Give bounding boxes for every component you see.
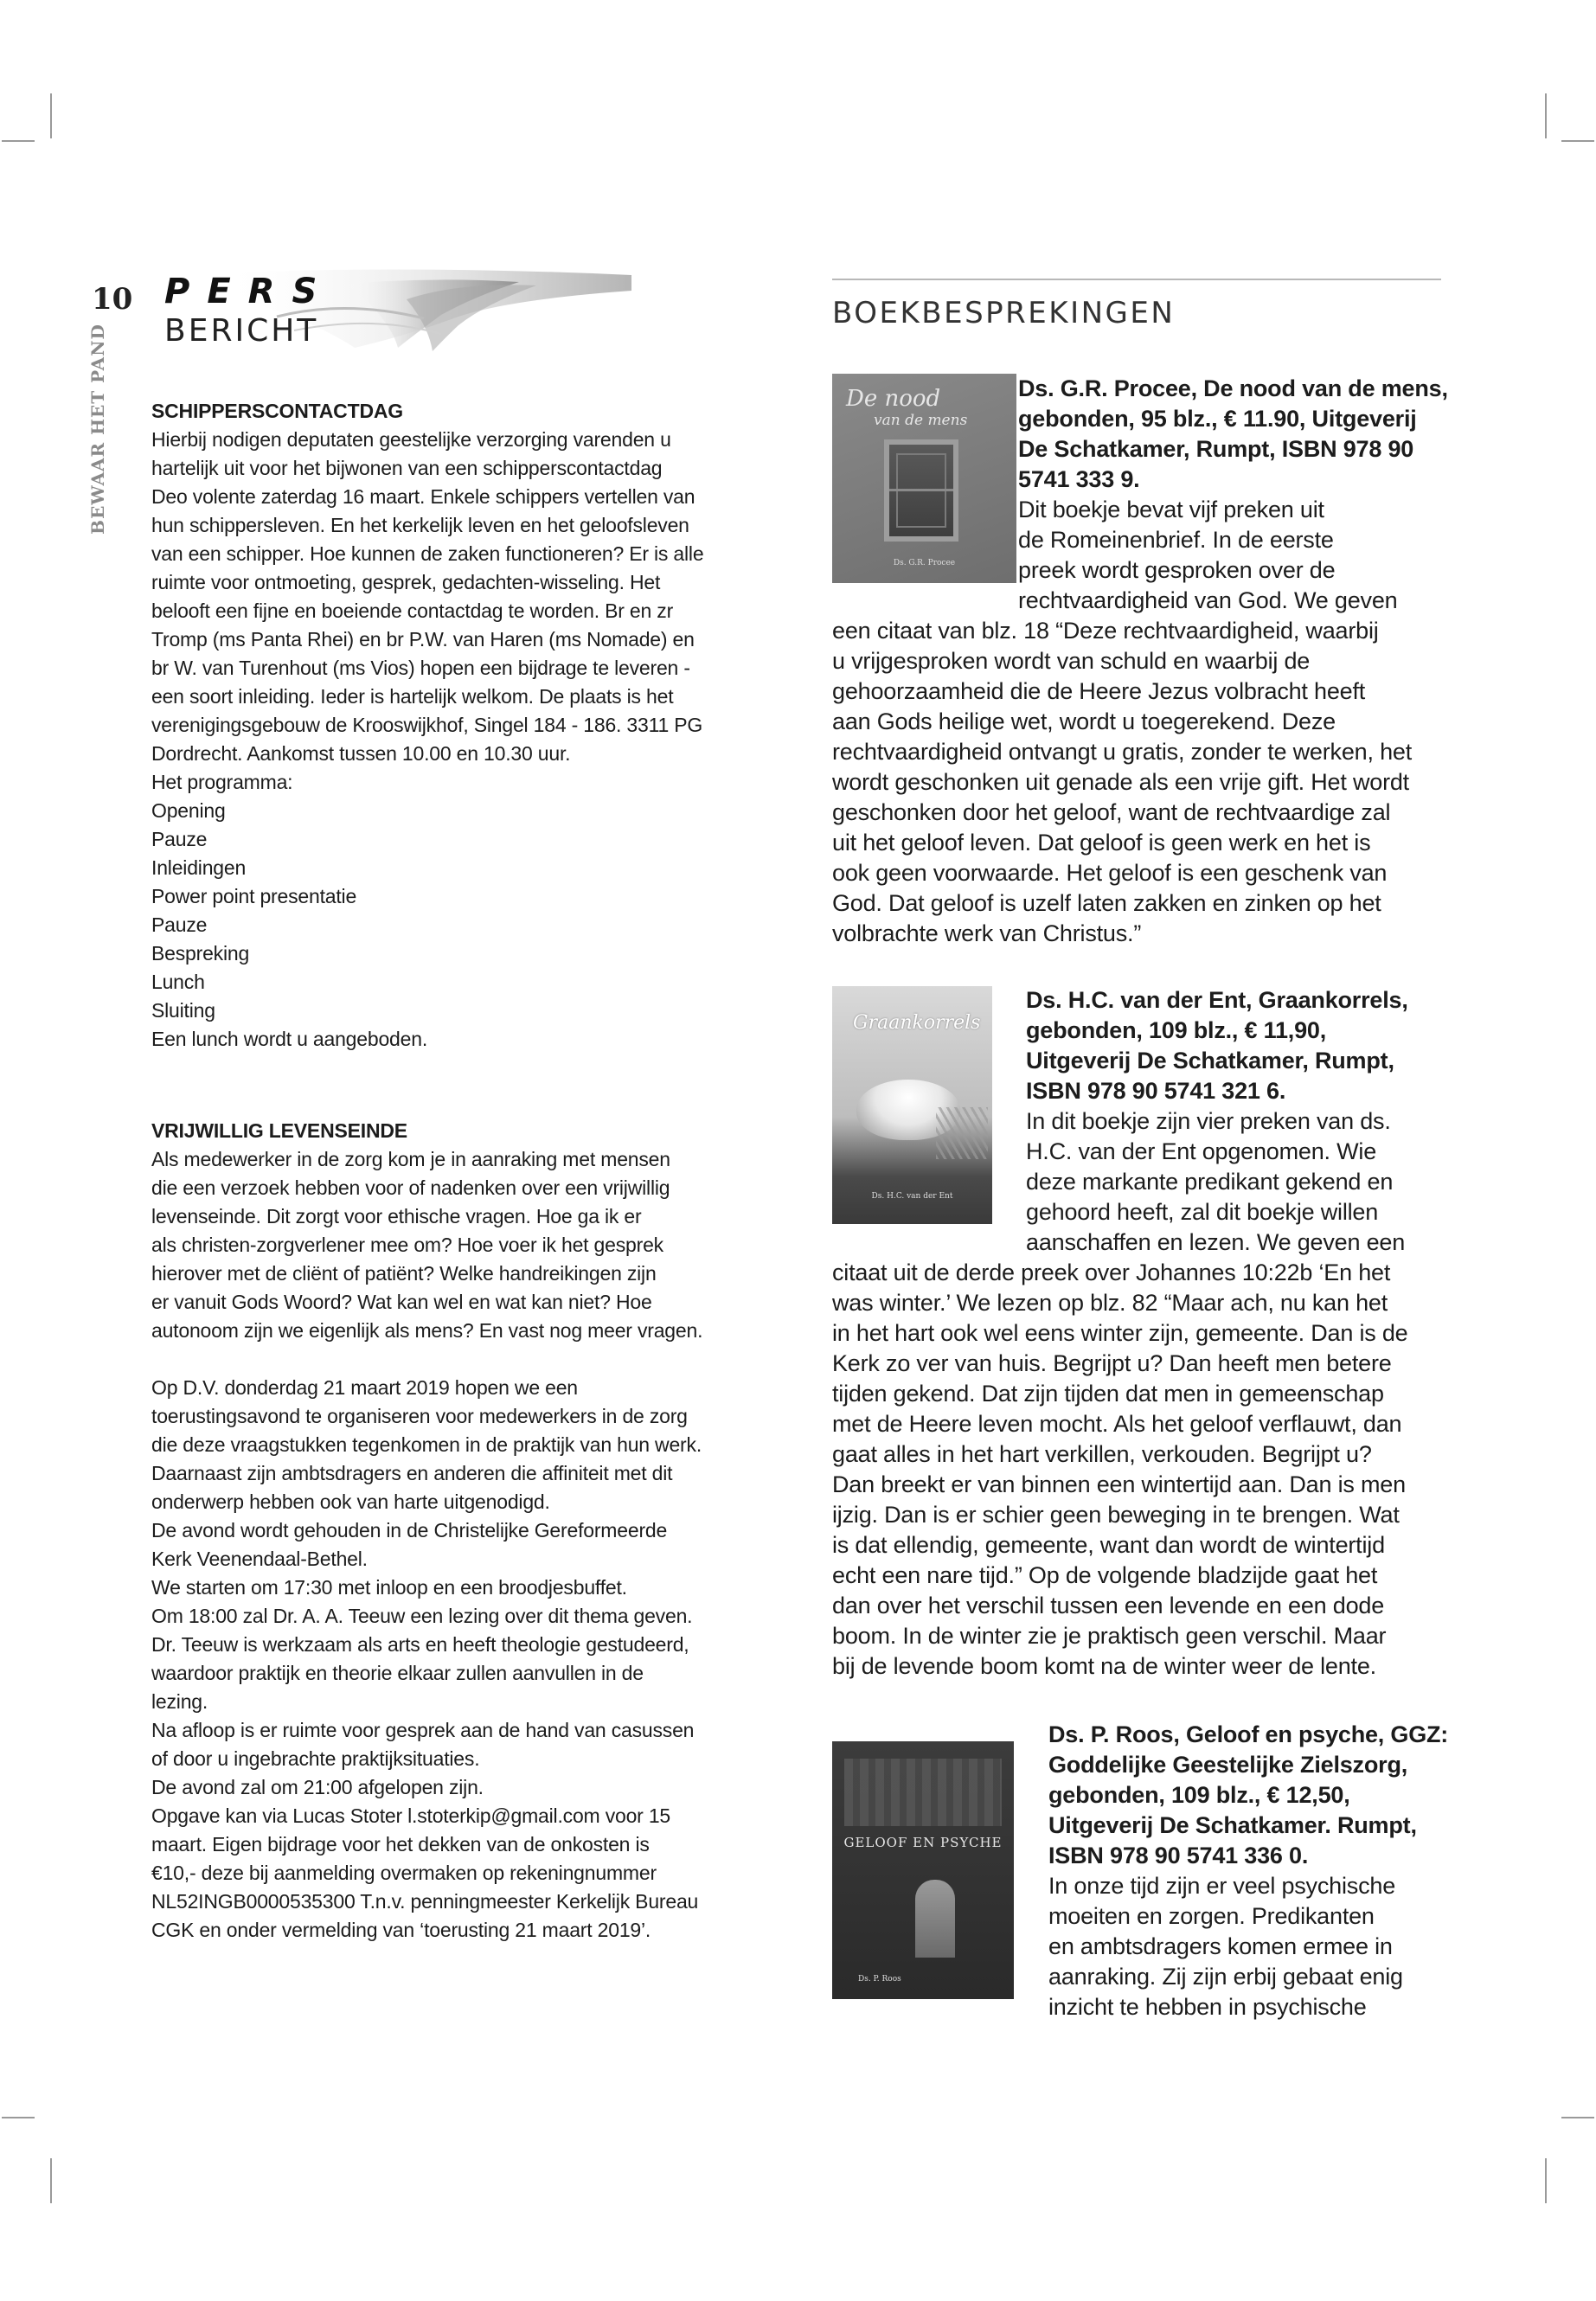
article-line: waardoor praktijk en theorie elkaar zullen aanvullen in de xyxy=(151,1662,644,1684)
review-text-line: rechtvaardigheid van God. We geven xyxy=(1018,587,1398,613)
review-text-line: en ambtsdragers komen ermee in xyxy=(1048,1933,1393,1959)
review-de-nood-header xyxy=(1018,374,1451,616)
article-line: toerustingsavond te organiseren voor medewerkers in de zorg xyxy=(151,1405,688,1427)
review-text-line: u vrijgesproken wordt van schuld en waarbij de xyxy=(832,648,1311,674)
review-text-line: Dan breekt er van binnen een wintertijd aan. Dan is men xyxy=(832,1471,1406,1497)
article-line: Tromp (ms Panta Rhei) en br P.W. van Haren (ms Nomade) en xyxy=(151,628,695,651)
crop-mark xyxy=(2,2117,35,2118)
review-text-line: Kerk zo ver van huis. Begrijpt u? Dan heeft men betere xyxy=(832,1350,1392,1376)
review-text-line: aanraking. Zij zijn erbij gebaat enig xyxy=(1048,1964,1403,1990)
review-text-line: uit het geloof leven. Dat geloof is geen werk en het is xyxy=(832,830,1371,856)
book-cover-de-nood xyxy=(832,374,1016,583)
cover-title: GELOOF EN PSYCHE xyxy=(843,1835,1003,1850)
article-line: belooft een fijne en boeiende contactdag te worden. Br en zr xyxy=(151,599,674,622)
review-bibliographic-line: Uitgeverij De Schatkamer. Rumpt, xyxy=(1048,1812,1417,1838)
book-cover-geloof-en-psyche xyxy=(832,1741,1014,1999)
article-schipperscontactdag xyxy=(151,397,783,1054)
header-bericht-word: BERICHT xyxy=(164,313,319,349)
crop-mark xyxy=(1561,2117,1594,2118)
crop-mark xyxy=(50,93,52,138)
article-line: Opgave kan via Lucas Stoter l.stoterkip@gmail.com voor 15 xyxy=(151,1804,671,1827)
program-item: Lunch xyxy=(151,971,205,993)
cover-title: Graankorrels xyxy=(853,1012,981,1034)
review-text-line: gehoord heeft, zal dit boekje willen xyxy=(1026,1199,1379,1225)
review-bibliographic-line: Ds. G.R. Procee, De nood van de mens, xyxy=(1018,375,1448,401)
review-text-line: tijden gekend. Dat zijn tijden dat men in gemeenschap xyxy=(832,1381,1384,1407)
article-line: De avond zal om 21:00 afgelopen zijn. xyxy=(151,1776,484,1798)
cover-author: Ds. G.R. Procee xyxy=(893,559,956,567)
article-line: Als medewerker in de zorg kom je in aanraking met mensen xyxy=(151,1148,670,1170)
review-text-line: in het hart ook wel eens winter zijn, gemeente. Dan is de xyxy=(832,1320,1408,1346)
review-text-line: met de Heere leven mocht. Als het geloof verflauwt, dan xyxy=(832,1411,1402,1437)
article-line: van een schipper. Hoe kunnen de zaken functioneren? Er is alle xyxy=(151,542,704,565)
article-line: hierover met de cliënt of patiënt? Welke handreikingen zijn xyxy=(151,1262,657,1285)
cover-subtitle: van de mens xyxy=(874,412,968,429)
article-vrijwillig-levenseinde-part2 xyxy=(151,1374,783,1945)
review-text-line: moeiten en zorgen. Predikanten xyxy=(1048,1903,1375,1929)
review-text-line: wordt geschonken uit genade als een vrije gift. Het wordt xyxy=(832,769,1409,795)
crop-mark xyxy=(1545,2158,1547,2203)
review-text-line: Dit boekje bevat vijf preken uit xyxy=(1018,497,1324,522)
review-bibliographic-line: Uitgeverij De Schatkamer, Rumpt, xyxy=(1026,1048,1394,1074)
article-line: Op D.V. donderdag 21 maart 2019 hopen we een xyxy=(151,1376,578,1399)
review-graankorrels-header xyxy=(1026,985,1450,1258)
crop-mark xyxy=(1561,140,1594,142)
article-line: als christen-zorgverlener mee om? Hoe voer ik het gesprek xyxy=(151,1234,663,1256)
cover-wheat-illustration xyxy=(936,1107,988,1159)
cover-author: Ds. P. Roos xyxy=(858,1975,901,1984)
article-line: hun schippersleven. En het kerkelijk leven en het geloofsleven xyxy=(151,514,689,536)
review-text-line: een citaat van blz. 18 “Deze rechtvaardigheid, waarbij xyxy=(832,618,1379,644)
cover-building-illustration xyxy=(844,1759,1002,1826)
review-bibliographic-line: gebonden, 109 blz., € 12,50, xyxy=(1048,1782,1350,1808)
article-line: Hierbij nodigen deputaten geestelijke verzorging varenden u xyxy=(151,428,671,451)
review-text-line: aanschaffen en lezen. We geven een xyxy=(1026,1229,1406,1255)
crop-mark xyxy=(1545,93,1547,138)
program-item: Pauze xyxy=(151,913,208,936)
review-text-line: is dat ellendig, gemeente, want dan wordt de wintertijd xyxy=(832,1532,1385,1558)
article-vrijwillig-levenseinde xyxy=(151,1117,783,1345)
cover-title: De nood xyxy=(846,386,941,412)
article-line: Om 18:00 zal Dr. A. A. Teeuw een lezing over dit thema geven. xyxy=(151,1605,693,1627)
review-bibliographic-line: Goddelijke Geestelijke Zielszorg, xyxy=(1048,1752,1408,1778)
crop-mark xyxy=(50,2158,52,2203)
review-bibliographic-line: gebonden, 95 blz., € 11.90, Uitgeverij xyxy=(1018,406,1417,432)
review-text-line: gaat alles in het hart verkillen, verkouden. Begrijpt u? xyxy=(832,1441,1372,1467)
article-line: een soort inleiding. Ieder is hartelijk welkom. De plaats is het xyxy=(151,685,674,708)
program-item: Bespreking xyxy=(151,942,250,965)
review-text-line: God. Dat geloof is uzelf laten zakken en zinken op het xyxy=(832,890,1381,916)
program-item: Pauze xyxy=(151,828,208,850)
article-line: Na afloop is er ruimte voor gesprek aan de hand van casussen xyxy=(151,1719,695,1741)
article-line: maart. Eigen bijdrage voor het dekken van de onkosten is xyxy=(151,1833,650,1856)
review-text-line: inzicht te hebben in psychische xyxy=(1048,1994,1367,2020)
article-line: Dordrecht. Aankomst tussen 10.00 en 10.30 uur. xyxy=(151,742,571,765)
review-text-line: deze markante predikant gekend en xyxy=(1026,1169,1394,1195)
review-bibliographic-line: ISBN 978 90 5741 321 6. xyxy=(1026,1078,1286,1104)
review-text-line: citaat uit de derde preek over Johannes 10:22b ‘En het xyxy=(832,1259,1391,1285)
section-title: BOEKBESPREKINGEN xyxy=(832,296,1176,330)
section-rule xyxy=(832,279,1441,280)
review-text-line: boom. In de winter zie je praktisch geen verschil. Maar xyxy=(832,1623,1387,1649)
article-line: lezing. xyxy=(151,1690,208,1713)
article-line: of door u ingebrachte praktijksituaties. xyxy=(151,1747,480,1770)
book-cover-graankorrels xyxy=(832,986,992,1224)
article-line: autonoom zijn we eigenlijk als mens? En vast nog meer vragen. xyxy=(151,1319,703,1342)
article-heading: SCHIPPERSCONTACTDAG xyxy=(151,400,403,422)
review-text-line: aan Gods heilige wet, wordt u toegerekend. Deze xyxy=(832,708,1336,734)
cover-window-illustration xyxy=(884,439,958,542)
review-text-line: dan over het verschil tussen een levende en een dode xyxy=(832,1593,1385,1618)
cover-author: Ds. H.C. van der Ent xyxy=(871,1192,953,1201)
side-label xyxy=(85,324,111,535)
article-line: die deze vraagstukken tegenkomen in de praktijk van hun werk. xyxy=(151,1433,702,1456)
article-line: levenseinde. Dit zorgt voor ethische vragen. Hoe ga ik er xyxy=(151,1205,642,1227)
page-number: 10 xyxy=(92,282,133,317)
article-line: br W. van Turenhout (ms Vios) hopen een bijdrage te leveren - xyxy=(151,657,690,679)
article-line: Deo volente zaterdag 16 maart. Enkele schippers vertellen van xyxy=(151,485,695,508)
review-graankorrels-body xyxy=(832,1258,1455,1682)
review-text-line: gehoorzaamheid die de Heere Jezus volbracht heeft xyxy=(832,678,1366,704)
review-text-line: H.C. van der Ent opgenomen. Wie xyxy=(1026,1138,1377,1164)
review-text-line: rechtvaardigheid ontvangt u gratis, zonder te werken, het xyxy=(832,739,1413,765)
review-text-line: volbrachte werk van Christus.” xyxy=(832,920,1142,946)
program-item: Opening xyxy=(151,799,226,822)
article-line: NL52INGB0000535300 T.n.v. penningmeester Kerkelijk Bureau xyxy=(151,1890,699,1913)
article-line: CGK en onder vermelding van ‘toerusting 21 maart 2019’. xyxy=(151,1919,651,1941)
program-item: Power point presentatie xyxy=(151,885,357,907)
article-line: Het programma: xyxy=(151,771,293,793)
article-line: die een verzoek hebben voor of nadenken over een vrijwillig xyxy=(151,1176,670,1199)
article-line: verenigingsgebouw de Krooswijkhof, Singel 184 - 186. 3311 PG xyxy=(151,714,703,736)
article-line: Dr. Teeuw is werkzaam als arts en heeft theologie gestudeerd, xyxy=(151,1633,689,1656)
article-line: We starten om 17:30 met inloop en een broodjesbuffet. xyxy=(151,1576,627,1599)
review-text-line: In dit boekje zijn vier preken van ds. xyxy=(1026,1108,1391,1134)
side-label-text: BEWAAR HET PAND xyxy=(87,324,108,535)
review-bibliographic-line: 5741 333 9. xyxy=(1018,466,1140,492)
article-line: er vanuit Gods Woord? Wat kan wel en wat kan niet? Hoe xyxy=(151,1291,652,1313)
crop-mark xyxy=(2,140,35,142)
article-line: Een lunch wordt u aangeboden. xyxy=(151,1028,428,1050)
review-text-line: was winter.’ We lezen op blz. 82 “Maar ach, nu kan het xyxy=(832,1290,1388,1316)
review-text-line: echt een nare tijd.” Op de volgende bladzijde gaat het xyxy=(832,1562,1378,1588)
review-text-line: bij de levende boom komt na de winter weer de lente. xyxy=(832,1653,1376,1679)
article-line: De avond wordt gehouden in de Christelijke Gereformeerde xyxy=(151,1519,668,1541)
article-heading: VRIJWILLIG LEVENSEINDE xyxy=(151,1119,407,1142)
article-line: Daarnaast zijn ambtsdragers en anderen die affiniteit met dit xyxy=(151,1462,673,1484)
review-text-line: preek wordt gesproken over de xyxy=(1018,557,1336,583)
review-text-line: ijzig. Dan is er schier geen beweging in te brengen. Wat xyxy=(832,1502,1400,1528)
article-line: €10,- deze bij aanmelding overmaken op rekeningnummer xyxy=(151,1862,657,1884)
review-geloof-en-psyche xyxy=(1048,1720,1455,2022)
program-item: Sluiting xyxy=(151,999,215,1022)
review-text-line: de Romeinenbrief. In de eerste xyxy=(1018,527,1334,553)
review-de-nood-body xyxy=(832,616,1455,949)
cover-tower-illustration xyxy=(915,1880,955,1958)
review-text-line: In onze tijd zijn er veel psychische xyxy=(1048,1873,1396,1899)
article-line: Kerk Veenendaal-Bethel. xyxy=(151,1548,368,1570)
review-bibliographic-line: Ds. H.C. van der Ent, Graankorrels, xyxy=(1026,987,1408,1013)
program-item: Inleidingen xyxy=(151,856,247,879)
review-text-line: geschonken door het geloof, want de rechtvaardige zal xyxy=(832,799,1391,825)
article-line: hartelijk uit voor het bijwonen van een schipperscontactdag xyxy=(151,457,663,479)
review-bibliographic-line: ISBN 978 90 5741 336 0. xyxy=(1048,1843,1309,1868)
review-text-line: ook geen voorwaarde. Het geloof is een geschenk van xyxy=(832,860,1388,886)
article-line: onderwerp hebben ook van harte uitgenodigd. xyxy=(151,1490,550,1513)
review-bibliographic-line: De Schatkamer, Rumpt, ISBN 978 90 xyxy=(1018,436,1414,462)
header-pers-word: PERS xyxy=(164,272,335,311)
article-line: ruimte voor ontmoeting, gesprek, gedachten-wisseling. Het xyxy=(151,571,661,593)
review-bibliographic-line: gebonden, 109 blz., € 11,90, xyxy=(1026,1017,1327,1043)
review-bibliographic-line: Ds. P. Roos, Geloof en psyche, GGZ: xyxy=(1048,1721,1449,1747)
